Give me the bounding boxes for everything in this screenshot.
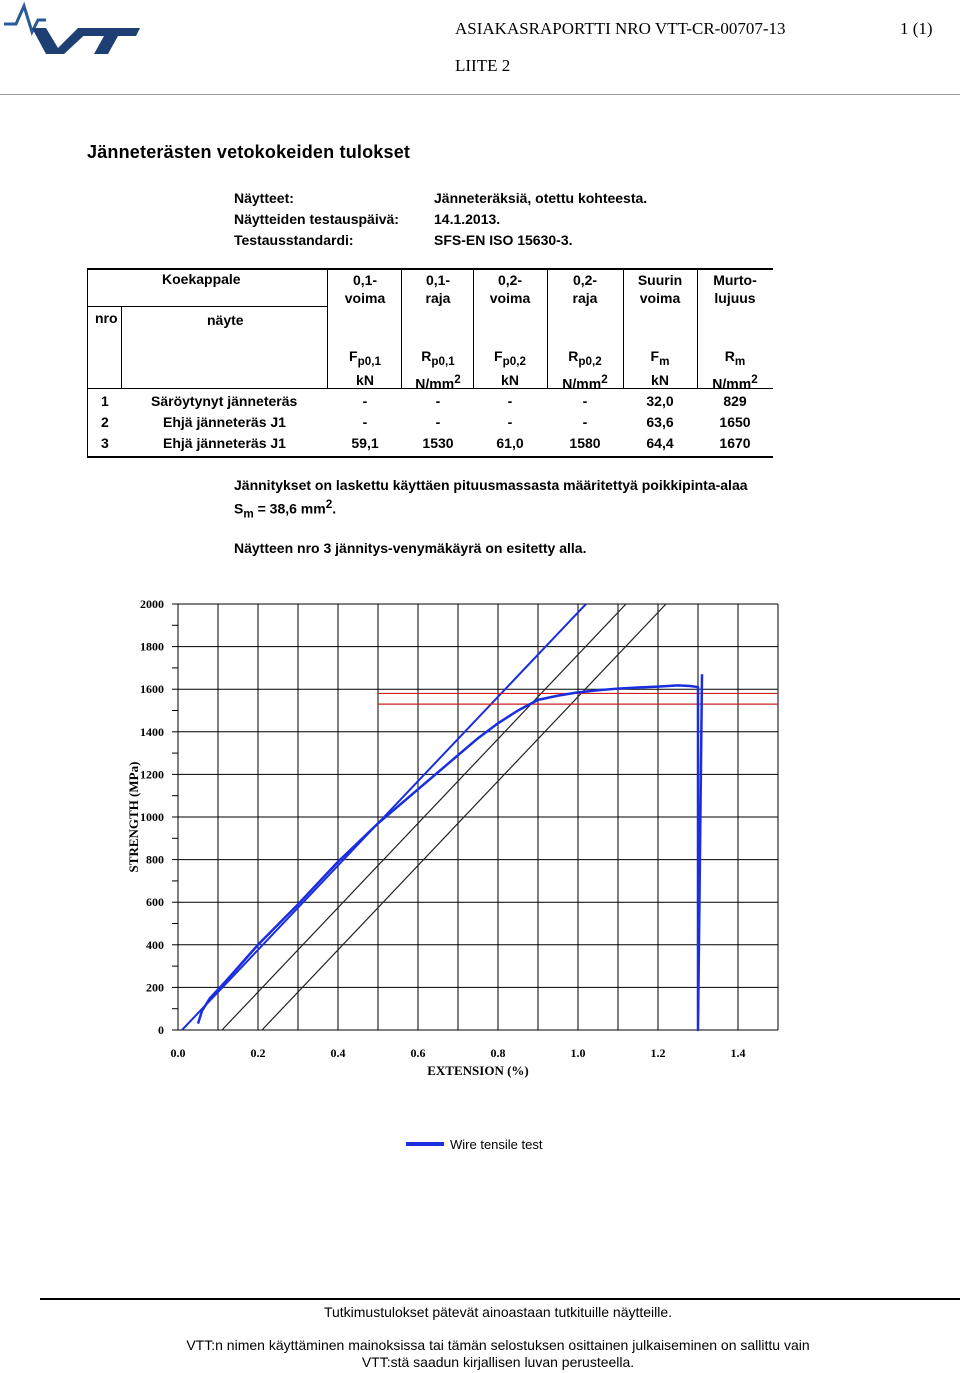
col-header-line1: 0,2-	[497, 272, 523, 288]
cell-nro: 2	[101, 414, 109, 430]
footer-divider	[40, 1298, 960, 1300]
col-header-line2: voima	[344, 290, 386, 306]
col-symbol	[405, 347, 471, 371]
y-tick-label: 200	[146, 980, 164, 995]
meta-value-test-date: 14.1.2013.	[434, 211, 501, 227]
y-axis-label: STRENGTH (MPa)	[126, 761, 141, 873]
legend-label: Wire tensile test	[450, 1137, 543, 1152]
table-row	[87, 435, 773, 455]
meta-label-samples: Näytteet:	[234, 190, 294, 206]
symbol-subscript: p0,2	[578, 354, 602, 368]
col-header-nayte: näyte	[207, 312, 244, 328]
col-header-line1: Suurin	[637, 272, 683, 288]
table-row	[87, 414, 773, 434]
y-tick-label: 1600	[140, 682, 164, 697]
col-header-rm	[701, 271, 769, 392]
meta-value-standard: SFS-EN ISO 15630-3.	[434, 232, 573, 248]
chart-tick-labels	[140, 597, 746, 1060]
col-symbol	[627, 347, 693, 371]
col-header-line1: 0,2-	[572, 272, 598, 288]
cell-nro: 1	[101, 393, 109, 409]
unit: N/mm	[562, 375, 602, 392]
col-symbol	[479, 347, 541, 371]
cell-value: -	[435, 393, 441, 409]
col-header-koekappale: Koekappale	[162, 271, 241, 287]
col-unit: kN	[356, 371, 374, 388]
cell-value: -	[507, 393, 513, 409]
x-tick-label: 0.0	[170, 1046, 186, 1060]
x-tick-label: 0.8	[490, 1046, 506, 1060]
symbol-subscript: p0,1	[431, 354, 455, 368]
col-header-line1: Murto-	[713, 272, 757, 288]
symbol-subscript: m	[734, 354, 746, 368]
cell-value: 32,0	[646, 393, 674, 409]
col-header-line2: lujuus	[714, 290, 756, 306]
logo-text: VTT	[112, 52, 114, 53]
unit-superscript: 2	[454, 372, 461, 386]
y-tick-label: 1400	[140, 724, 164, 739]
page-number: 1 (1)	[900, 19, 933, 38]
cell-value: -	[362, 393, 368, 409]
col-header-line1: 0,1-	[352, 272, 378, 288]
cell-name: Ehjä jänneteräs J1	[163, 435, 286, 451]
table-row	[87, 393, 773, 413]
col-header-line2: voima	[639, 290, 681, 306]
meta-value-samples: Jänneteräksiä, otettu kohteesta.	[434, 190, 648, 206]
chart-series	[198, 674, 702, 1030]
col-header-rp02	[551, 271, 619, 392]
sm-subscript: m	[243, 507, 254, 521]
cell-value: 61,0	[496, 435, 524, 451]
cell-value: 1530	[422, 435, 454, 451]
y-tick-label: 400	[146, 937, 164, 952]
x-tick-label: 1.4	[730, 1046, 746, 1060]
x-tick-label: 1.0	[570, 1046, 586, 1060]
sm-number: = 38,6 mm	[253, 500, 326, 517]
meta-label-test-date: Näytteiden testauspäivä:	[234, 211, 399, 227]
cell-value: -	[507, 414, 513, 430]
symbol-subscript: p0,1	[357, 354, 381, 368]
y-tick-label: 600	[146, 895, 164, 910]
sm-superscript: 2	[325, 498, 333, 511]
sm-symbol: S	[234, 500, 244, 517]
symbol: R	[421, 348, 432, 364]
unit: N/mm	[415, 375, 455, 392]
col-header-line1: 0,1-	[425, 272, 451, 288]
footer-disclaimer: Tutkimustulokset pätevät ainoastaan tutkituille näytteille.	[323, 1304, 673, 1320]
symbol-subscript: p0,2	[502, 354, 526, 368]
appendix-label: LIITE 2	[455, 56, 511, 75]
unit: N/mm	[712, 375, 752, 392]
y-tick-label: 1000	[140, 810, 164, 824]
symbol-subscript: m	[659, 354, 670, 368]
footer-usage-notice-cont: VTT:stä saadun kirjallisen luvan perusteella.	[361, 1354, 635, 1370]
y-tick-label: 1200	[140, 767, 164, 782]
symbol: F	[349, 348, 358, 364]
symbol: R	[568, 348, 579, 364]
col-symbol	[701, 347, 769, 371]
cell-value: 59,1	[351, 435, 379, 451]
y-tick-label: 1800	[140, 639, 164, 654]
footer-usage-notice: VTT:n nimen käyttäminen mainoksissa tai tämän selostuksen osittainen julkaiseminen on sallittu vain	[186, 1337, 810, 1353]
series-line	[198, 674, 702, 1030]
chart-grid	[172, 604, 778, 1030]
symbol: F	[494, 348, 503, 364]
report-number: ASIAKASRAPORTTI NRO VTT-CR-00707-13	[455, 19, 786, 38]
x-tick-label: 1.2	[650, 1046, 666, 1060]
col-header-fm	[627, 271, 693, 389]
col-header-nro: nro	[95, 310, 118, 326]
y-tick-label: 800	[146, 852, 164, 867]
cell-value: -	[362, 414, 368, 430]
col-unit	[701, 371, 769, 393]
cell-value: 1650	[719, 414, 751, 430]
cell-name: Ehjä jänneteräs J1	[163, 414, 286, 430]
cell-value: 829	[723, 393, 747, 409]
x-tick-label: 0.2	[250, 1046, 266, 1060]
col-header-line2: raja	[572, 290, 598, 306]
col-header-rp01	[405, 271, 471, 392]
vtt-logo	[2, 2, 142, 54]
cell-value: 1580	[569, 435, 601, 451]
note-curve-intro: Näytteen nro 3 jännitys-venymäkäyrä on esitetty alla.	[234, 540, 587, 556]
cell-value: -	[582, 393, 588, 409]
col-unit	[405, 371, 471, 393]
sm-end: .	[332, 500, 337, 517]
cell-value: 64,4	[646, 435, 674, 451]
col-symbol	[551, 347, 619, 371]
col-symbol	[335, 347, 395, 371]
col-unit: kN	[651, 371, 669, 388]
x-tick-label: 0.6	[410, 1046, 426, 1060]
unit-superscript: 2	[751, 372, 758, 386]
col-header-line2: raja	[425, 290, 451, 306]
col-unit: kN	[501, 371, 519, 388]
unit-superscript: 2	[601, 372, 608, 386]
meta-label-standard: Testausstandardi:	[234, 232, 354, 248]
col-header-line2: voima	[489, 290, 531, 306]
y-tick-label: 2000	[140, 597, 164, 611]
col-header-fp01	[335, 271, 395, 389]
results-table	[87, 268, 773, 458]
note-cross-section: Jännitykset on laskettu käyttäen pituusmassasta määritettyä poikkipinta-alaa	[234, 477, 748, 493]
header-divider	[0, 94, 960, 95]
col-header-fp02	[479, 271, 541, 389]
symbol: R	[724, 348, 735, 364]
x-tick-label: 0.4	[330, 1046, 346, 1060]
x-axis-label: EXTENSION (%)	[427, 1063, 529, 1078]
note-sm-value	[234, 498, 336, 520]
cell-value: 1670	[719, 435, 751, 451]
cell-value: -	[582, 414, 588, 430]
col-unit	[551, 371, 619, 393]
section-title: Jänneterästen vetokokeiden tulokset	[87, 142, 411, 162]
cell-name: Säröytynyt jänneteräs	[151, 393, 298, 409]
stress-strain-chart	[110, 590, 810, 1170]
cell-value: -	[435, 414, 441, 430]
cell-value: 63,6	[646, 414, 674, 430]
cell-nro: 3	[101, 435, 109, 451]
y-tick-label: 0	[158, 1023, 164, 1037]
symbol: F	[650, 348, 660, 364]
